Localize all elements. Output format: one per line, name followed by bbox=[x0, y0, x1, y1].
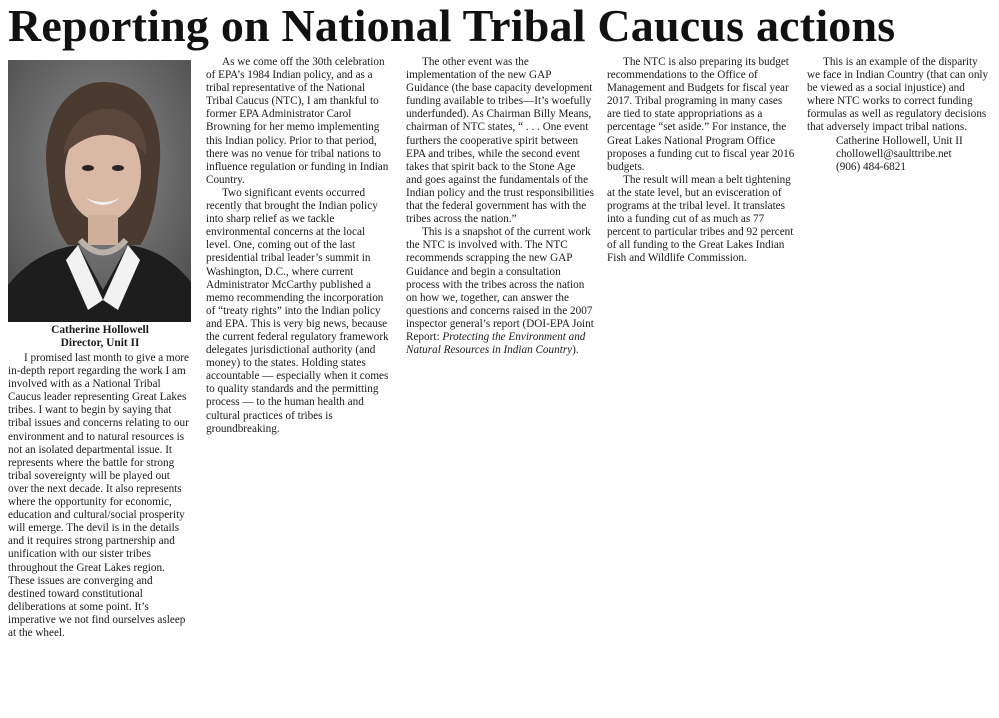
caption-name: Catherine Hollowell bbox=[51, 324, 149, 336]
article-paragraph: The other event was the implementation of the new GAP Guidance (the base capacity development funding available to tribes—It’s woefully underfunded). As Chairman Billy Means, chairman of NTC states, “ . . . One event furthers the cooperative spirit between EPA and tribes, while the second event takes that spirit back to the Stone Age and goes against the fundamentals of the Indian policy and the trust responsibilities that the federal government has with the tribes across the nation.” bbox=[406, 56, 594, 226]
article-paragraph: The result will mean a belt tightening at the state level, but an evisceration of programs at the tribal level. It translates into a funding cut of as much as 77 percent to particular tribes and 92 percent of all funding to the Great Lakes Indian Fish and Wildlife Commission. bbox=[607, 173, 794, 265]
paragraph-end: ). bbox=[572, 344, 579, 357]
paragraph-text: This is a snapshot of the current work the NTC is involved with. The NTC recommends scrapping the new GAP Guidance and begin a consultation process with the tribes across the nation on how we, together, can answer the questions and concerns raised in the 2007 inspector general’s report (DOI-EPA Joint Report: bbox=[406, 226, 594, 343]
photo-caption bbox=[8, 324, 192, 350]
signoff-email: chollowell@saulttribe.net bbox=[836, 147, 952, 160]
column-1 bbox=[8, 56, 192, 640]
portrait-illustration bbox=[8, 60, 191, 322]
article-paragraph: I promised last month to give a more in-depth report regarding the work I am involved with as a National Tribal Caucus leader representing Great Lakes tribes. I want to begin by saying that tribal issues and concerns relating to our environment and to natural resources is not an isolated departmental issue. It represents where the battle for strong tribal sovereignty will be played out over the next decade. It also represents where the opportunity for economic, education and cultural/social prosperity will emerge. The devil is in the details and it requires strong partnership and unification with our sister tribes throughout the Great Lakes region. These issues are converging and destined toward constitutional deliberations at some point. It’s imperative we not find ourselves asleep at the wheel. bbox=[8, 352, 189, 639]
report-title: Protecting the Environment and Natural Resources in Indian Country bbox=[406, 330, 586, 357]
signoff-name: Catherine Hollowell, Unit II bbox=[836, 134, 963, 147]
headline: Reporting on National Tribal Caucus actions bbox=[8, 0, 896, 51]
signoff-phone: (906) 484-6821 bbox=[836, 160, 906, 173]
column-4 bbox=[607, 56, 795, 266]
article-paragraph: As we come off the 30th celebration of EPA’s 1984 Indian policy, and as a tribal representative of the National Tribal Caucus (NTC), I am thankful to former EPA Administrator Carol Browning for her memo implementing this Indian policy. Prior to that period, there was no venue for tribal nations to influence regulation or funding in Indian Country. bbox=[206, 56, 389, 186]
column-2 bbox=[206, 56, 392, 436]
column-3 bbox=[406, 56, 594, 357]
author-signoff bbox=[807, 135, 991, 174]
article-paragraph: Two significant events occurred recently that brought the Indian policy into sharp relief as we tackle environmental concerns at the local level. One, coming out of the last presidential tribal leader’s summit in Washington, D.C., where current Administrator McCarthy published a memo recommending the incorporation of “treaty rights” into the Indian policy and EPA. This is very big news, because the current federal regulatory framework delegates jurisdictional authority (and money) to the states. Holding states accountable — especially when it comes to quality standards and the permitting process — to the human health and cultural practices of tribes is groundbreaking. bbox=[206, 186, 389, 435]
article-paragraph: This is an example of the disparity we face in Indian Country (that can only be viewed as a social injustice) and where NTC works to correct funding formulas as well as regulatory decisions that adversely impact tribal nations. bbox=[807, 56, 989, 134]
article-paragraph: The NTC is also preparing its budget recommendations to the Office of Management and Budgets for fiscal year 2017. Tribal programing in many cases are tied to state appropriations as a percentage “set aside.” For instance, the Great Lakes National Program Office proposes a funding cut to fiscal year 2016 budgets. bbox=[607, 56, 795, 173]
column-5 bbox=[807, 56, 991, 174]
author-photo bbox=[8, 60, 191, 322]
caption-title: Director, Unit II bbox=[60, 337, 140, 349]
article-paragraph bbox=[406, 226, 594, 357]
